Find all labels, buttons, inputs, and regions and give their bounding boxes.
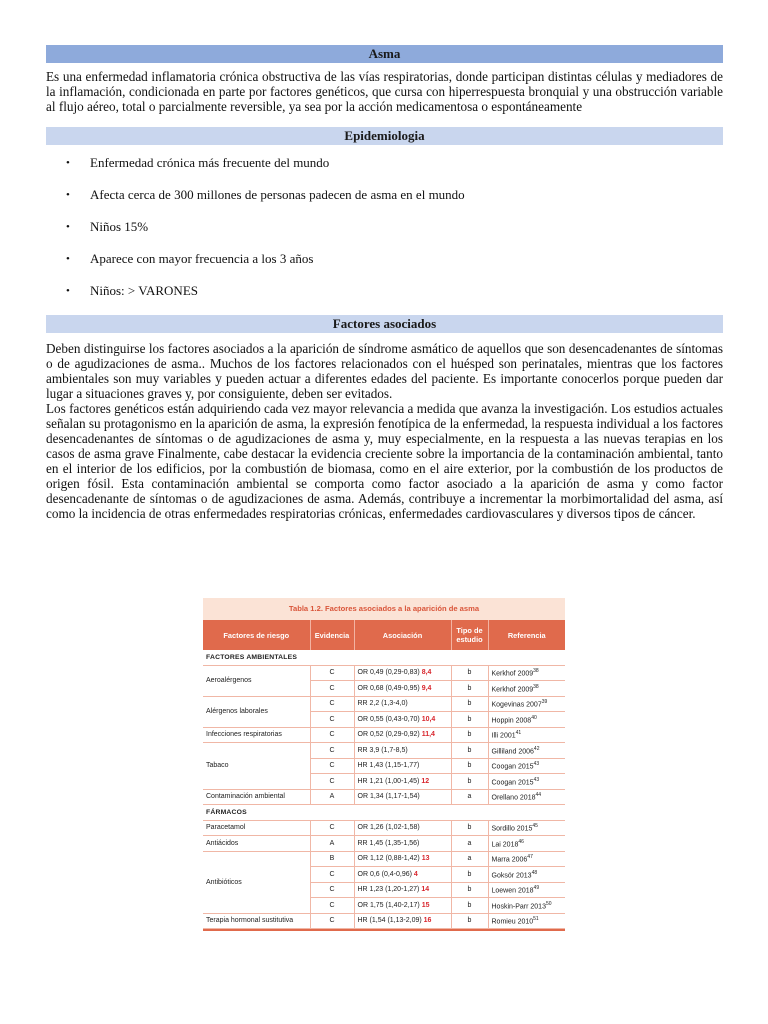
factor-cell: Paracetamol: [203, 820, 310, 836]
reference-cell: [488, 913, 565, 929]
risk-factors-table: [203, 598, 565, 931]
highlight-number: 8,4: [421, 669, 432, 677]
reference-cell: [488, 836, 565, 852]
section-heading-asma: Asma: [46, 45, 723, 63]
table-title: Tabla 1.2. Factores asociados a la aparición de asma: [203, 598, 565, 620]
study-type-cell: b: [451, 696, 488, 712]
reference-superscript: 43: [533, 776, 540, 783]
column-header: Factores de riesgo: [203, 620, 310, 650]
list-item: • Niños 15%: [66, 219, 149, 234]
column-header: Referencia: [488, 620, 565, 650]
association-value: OR 1,12 (0,88-1,42): [357, 855, 422, 863]
list-item: • Enfermedad crónica más frecuente del mundo: [66, 155, 330, 170]
reference-superscript: 47: [527, 854, 533, 861]
association-value: HR 1,43 (1,15-1,77): [357, 762, 420, 770]
factor-cell: Antiácidos: [203, 836, 310, 852]
reference-cell: [488, 758, 565, 774]
reference-cell: [488, 851, 565, 867]
evidence-cell: C: [310, 820, 354, 836]
study-type-cell: b: [451, 665, 488, 681]
section-heading-factores: Factores asociados: [46, 315, 723, 333]
reference-cell: [488, 712, 565, 728]
reference-text: Kerkhof 2009: [491, 670, 534, 678]
evidence-cell: C: [310, 882, 354, 898]
reference-text: Gilliland 2006: [491, 747, 534, 755]
association-cell: [354, 696, 451, 712]
table-row: [203, 743, 565, 759]
evidence-cell: C: [310, 727, 354, 743]
table-row: [203, 851, 565, 867]
table-bottom-rule: [203, 929, 565, 931]
evidence-cell: C: [310, 867, 354, 883]
reference-superscript: 44: [535, 792, 542, 799]
reference-cell: [488, 665, 565, 681]
association-value: OR 0,55 (0,43-0,70): [357, 715, 422, 723]
study-type-cell: b: [451, 913, 488, 929]
association-cell: [354, 789, 451, 805]
reference-cell: [488, 681, 565, 697]
study-type-cell: b: [451, 898, 488, 914]
association-value: OR 1,34 (1,17-1,54): [357, 793, 420, 801]
association-value: OR 1,26 (1,02-1,58): [357, 824, 420, 832]
evidence-cell: C: [310, 774, 354, 790]
highlight-number: 10,4: [421, 715, 436, 723]
association-cell: [354, 913, 451, 929]
reference-cell: [488, 743, 565, 759]
evidence-cell: B: [310, 851, 354, 867]
reference-superscript: 38: [533, 668, 539, 675]
association-value: RR 3,9 (1,7-8,5): [357, 746, 408, 754]
association-cell: [354, 665, 451, 681]
reference-text: Kogevinas 2007: [491, 701, 542, 709]
reference-text: Goksör 2013: [491, 871, 532, 879]
factor-cell: Antibióticos: [203, 851, 310, 913]
factor-cell: Terapia hormonal sustitutiva: [203, 913, 310, 929]
table-row: [203, 913, 565, 929]
reference-cell: [488, 820, 565, 836]
list-item: • Afecta cerca de 300 millones de personas padecen de asma en el mundo: [66, 187, 465, 202]
reference-text: Orellano 2018: [491, 794, 536, 802]
evidence-cell: C: [310, 898, 354, 914]
association-cell: [354, 727, 451, 743]
table-row: [203, 696, 565, 712]
reference-superscript: 42: [533, 745, 540, 752]
evidence-cell: C: [310, 681, 354, 697]
study-type-cell: b: [451, 867, 488, 883]
evidence-cell: C: [310, 913, 354, 929]
factor-cell: Alérgenos laborales: [203, 696, 310, 727]
epidemiology-list: [46, 155, 723, 315]
highlight-number: 15: [421, 901, 430, 909]
evidence-cell: C: [310, 665, 354, 681]
reference-text: Loewen 2018: [491, 887, 534, 895]
association-value: OR 1,75 (1,40-2,17): [357, 901, 422, 909]
study-type-cell: b: [451, 727, 488, 743]
highlight-number: 11,4: [421, 731, 435, 739]
reference-superscript: 49: [533, 885, 540, 892]
study-type-cell: b: [451, 758, 488, 774]
association-value: HR (1,54 (1,13-2,09): [357, 917, 424, 925]
association-cell: [354, 820, 451, 836]
factores-paragraph-1: Deben distinguirse los factores asociados a la aparición de síndrome asmático de aquellos que son desencadenantes de síntomas o de agudizaciones de asma.. Muchos de los factores relacionados con el huésped son perinatales, mientras que los factores ambientales son muy variables y pueden actuar a diferentes edades del paciente. Es importante conocerlos porque pueden dar lugar a situaciones graves y, por consiguiente, deben ser evitados.: [46, 341, 723, 401]
reference-cell: [488, 696, 565, 712]
reference-text: Romieu 2010: [491, 918, 534, 926]
factores-paragraph-2: Los factores genéticos están adquiriendo cada vez mayor relevancia a medida que avanza la investigación. Los estudios actuales señalan su protagonismo en la aparición de asma, la expresión fenotípica de la enfermedad, la respuesta individual a los factores desencadenantes de síntomas o de agudizaciones de asma y, muy especialmente, en la respuesta a las nuevas terapias en los casos de asma grave Finalmente, cabe destacar la evidencia creciente sobre la importancia de la contaminación ambiental, tanto en el interior de los edificios, por la combustión de biomasa, como en el aire exterior, por la combustión de los productos de origen fósil. Esta contaminación ambiental se comporta como factor asociado a la aparición de asma y como factor desencadenante de síntomas o de agudizaciones de asma. Además, contribuye a incrementar la morbimortalidad del asma, así como la incidencia de otras enfermedades respiratorias crónicas, enfermedades cardiovasculares y diversos tipos de cáncer.: [46, 401, 723, 521]
reference-superscript: 50: [545, 900, 552, 907]
evidence-cell: C: [310, 696, 354, 712]
association-cell: [354, 882, 451, 898]
reference-cell: [488, 898, 565, 914]
highlight-number: 4: [413, 870, 418, 878]
reference-superscript: 48: [531, 869, 538, 876]
group-label: FÁRMACOS: [203, 805, 565, 821]
association-cell: [354, 774, 451, 790]
table-row: [203, 820, 565, 836]
reference-superscript: 38: [533, 683, 539, 690]
reference-cell: [488, 867, 565, 883]
reference-cell: [488, 727, 565, 743]
highlight-number: 16: [423, 917, 432, 925]
reference-superscript: 45: [532, 823, 538, 830]
association-cell: [354, 681, 451, 697]
evidence-cell: C: [310, 758, 354, 774]
reference-text: Kerkhof 2009: [491, 685, 534, 693]
list-item: • Niños: > VARONES: [66, 283, 198, 298]
reference-text: Hoppin 2008: [491, 716, 532, 724]
column-header: Tipo de estudio: [451, 620, 488, 650]
reference-text: Sordillo 2015: [491, 825, 533, 833]
study-type-cell: b: [451, 820, 488, 836]
reference-superscript: 39: [541, 699, 548, 706]
reference-text: Coogan 2015: [491, 778, 534, 786]
highlight-number: 13: [421, 855, 430, 863]
table-row: [203, 727, 565, 743]
study-type-cell: b: [451, 774, 488, 790]
reference-text: Coogan 2015: [491, 763, 534, 771]
reference-cell: [488, 789, 565, 805]
evidence-cell: A: [310, 789, 354, 805]
association-cell: [354, 743, 451, 759]
column-header: Asociación: [354, 620, 451, 650]
group-row: [203, 650, 565, 665]
asma-definition: Es una enfermedad inflamatoria crónica obstructiva de las vías respiratorias, donde participan distintas células y mediadores de la inflamación, condicionada en parte por factores genéticos, que cursa con hiperrespuesta bronquial y una obstrucción variable al flujo aéreo, total o parcialmente reversible, ya sea por la acción medicamentosa o espontáneamente: [46, 69, 723, 114]
reference-superscript: 46: [518, 838, 524, 845]
association-cell: [354, 851, 451, 867]
association-cell: [354, 898, 451, 914]
association-cell: [354, 867, 451, 883]
table-body: [203, 650, 565, 929]
reference-text: Illi 2001: [491, 732, 516, 740]
section-heading-epidemiologia: Epidemiologia: [46, 127, 723, 145]
reference-cell: [488, 774, 565, 790]
reference-text: Lai 2018: [491, 840, 519, 848]
association-cell: [354, 836, 451, 852]
bullet-icon: •: [66, 285, 70, 297]
reference-superscript: 51: [533, 916, 539, 923]
reference-text: Marra 2006: [491, 856, 528, 864]
association-value: HR 1,23 (1,20-1,27): [357, 886, 422, 894]
factor-cell: Contaminación ambiental: [203, 789, 310, 805]
reference-superscript: 40: [531, 714, 537, 721]
evidence-cell: A: [310, 836, 354, 852]
evidence-cell: C: [310, 712, 354, 728]
study-type-cell: a: [451, 789, 488, 805]
table-row: [203, 665, 565, 681]
document-page: [46, 45, 723, 521]
reference-text: Hoskin-Parr 2013: [491, 902, 546, 910]
association-cell: [354, 712, 451, 728]
table-row: [203, 836, 565, 852]
bullet-icon: •: [66, 189, 70, 201]
highlight-number: 9,4: [421, 684, 432, 692]
study-type-cell: b: [451, 743, 488, 759]
factor-cell: Tabaco: [203, 743, 310, 790]
reference-cell: [488, 882, 565, 898]
study-type-cell: a: [451, 851, 488, 867]
association-cell: [354, 758, 451, 774]
association-value: OR 0,49 (0,29-0,83): [357, 669, 422, 677]
list-item: • Aparece con mayor frecuencia a los 3 años: [66, 251, 314, 266]
reference-superscript: 43: [533, 761, 540, 768]
association-value: RR 2,2 (1,3-4,0): [357, 700, 408, 708]
factor-cell: Aeroalérgenos: [203, 665, 310, 696]
highlight-number: 14: [421, 886, 430, 894]
highlight-number: 12: [421, 777, 430, 785]
group-row: [203, 805, 565, 821]
group-label: FACTORES AMBIENTALES: [203, 650, 565, 665]
evidence-cell: C: [310, 743, 354, 759]
study-type-cell: a: [451, 836, 488, 852]
association-value: OR 0,6 (0,4-0,96): [357, 870, 414, 878]
association-value: HR 1,21 (1,00-1,45): [357, 777, 422, 785]
column-header: Evidencia: [310, 620, 354, 650]
study-type-cell: b: [451, 712, 488, 728]
bullet-icon: •: [66, 253, 70, 265]
association-value: OR 0,52 (0,29-0,92): [357, 731, 422, 739]
table-row: [203, 789, 565, 805]
table: [203, 620, 565, 929]
bullet-icon: •: [66, 221, 70, 233]
factor-cell: Infecciones respiratorias: [203, 727, 310, 743]
study-type-cell: b: [451, 681, 488, 697]
bullet-icon: •: [66, 157, 70, 169]
association-value: OR 0,68 (0,49-0,95): [357, 684, 422, 692]
study-type-cell: b: [451, 882, 488, 898]
association-value: RR 1,45 (1,35-1,56): [357, 839, 420, 847]
reference-superscript: 41: [515, 730, 522, 737]
